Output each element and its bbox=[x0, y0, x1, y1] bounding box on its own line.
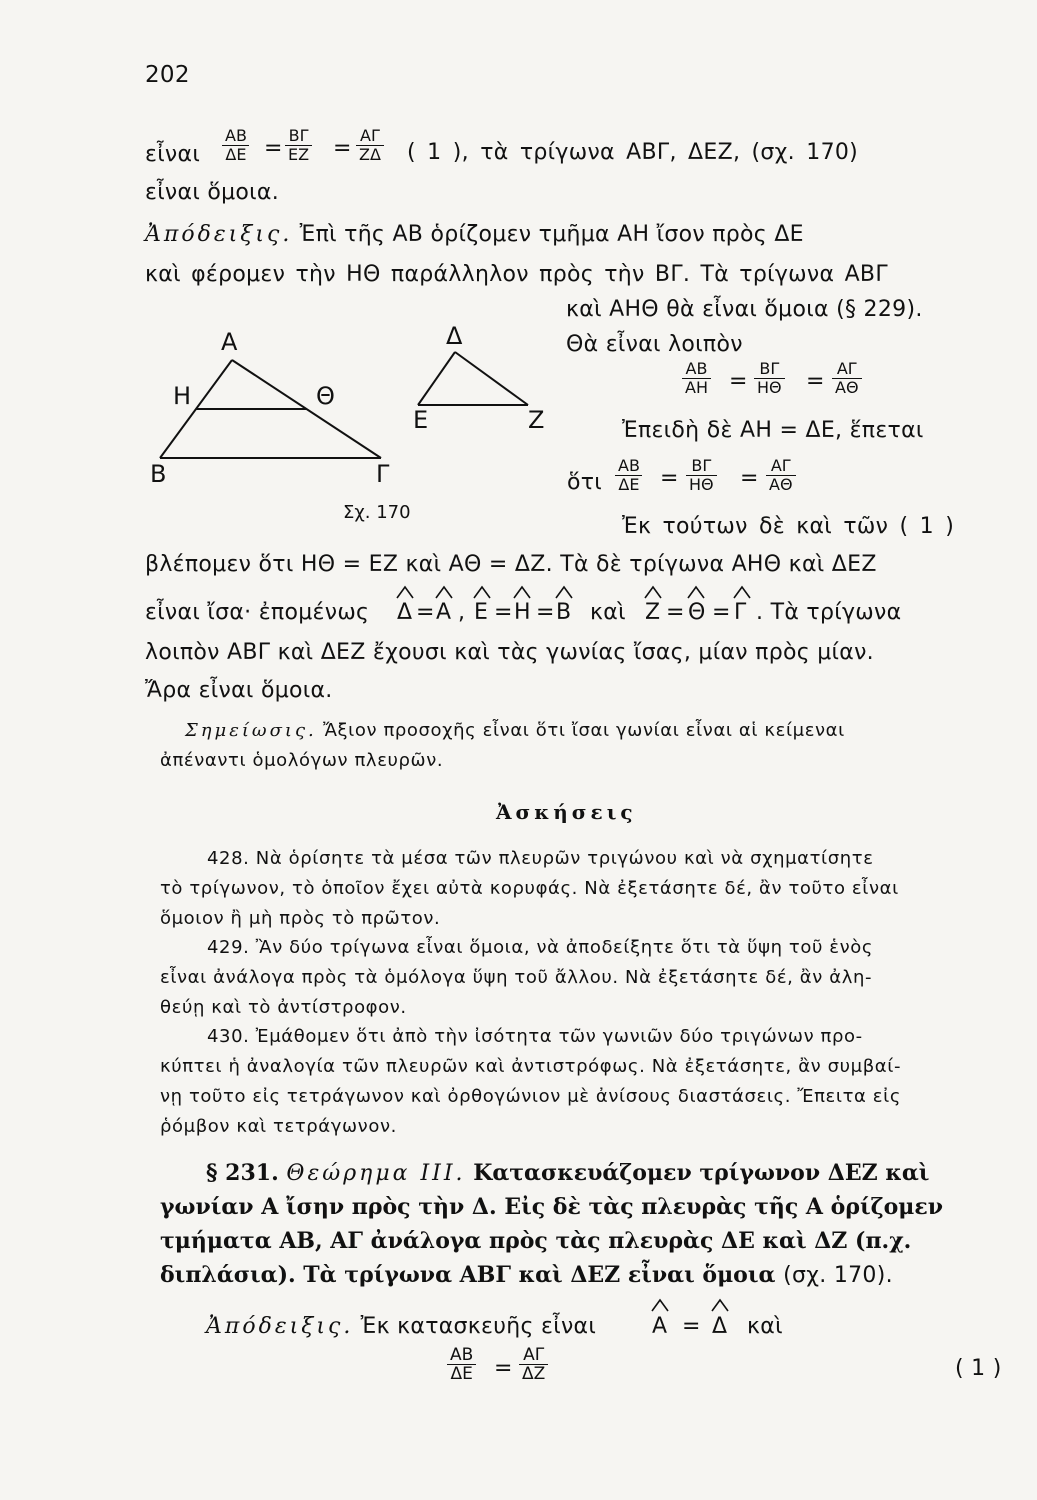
equals-sign: = bbox=[729, 369, 748, 394]
fraction-ag-ath bbox=[832, 360, 862, 397]
line-1-prefix: εἶναι bbox=[145, 142, 201, 167]
theorem-label: Θεώρημα III. bbox=[286, 1161, 466, 1186]
frac-num: ΒΓ bbox=[691, 456, 712, 475]
body-line-11 bbox=[145, 600, 369, 625]
theorem-text-4: διπλάσια). Τὰ τρίγωνα ΑΒΓ καὶ ΔΕΖ εἶναι ὅμοια bbox=[160, 1262, 776, 1288]
angle-d: Δ bbox=[712, 1314, 728, 1339]
angle-g: Γ bbox=[734, 600, 747, 625]
angle-e: Ε bbox=[474, 600, 489, 625]
frac-num: ΑΓ bbox=[836, 359, 857, 378]
theorem-line-3: τμήματα ΑΒ, ΑΓ ἀνάλογα πρὸς τὰς πλευρὰς ΔΕ καὶ ΔΖ (π.χ. bbox=[160, 1228, 912, 1254]
frac-den: ΔΕ bbox=[447, 1364, 475, 1383]
equals-sign: = bbox=[494, 600, 513, 625]
proof2-line bbox=[206, 1314, 596, 1339]
angle-th: Θ bbox=[688, 600, 706, 625]
theorem-text-1: Κατασκευάζομεν τρίγωνον ΔΕΖ καὶ bbox=[473, 1160, 930, 1186]
note-line-2: ἀπέναντι ὁμολόγων πλευρῶν. bbox=[160, 750, 444, 771]
exercises-title: Ἀσκήσεις bbox=[496, 800, 637, 824]
frac-den: ΑΘ bbox=[766, 475, 796, 494]
equals-sign: = bbox=[806, 369, 825, 394]
ex429-line-2: εἶναι ἀνάλογα πρὸς τὰ ὁμόλογα ὕψη τοῦ ἄλλου. Νὰ ἐξετάσητε δέ, ἂν ἀλη- bbox=[160, 967, 873, 988]
body-line-12: λοιπὸν ΑΒΓ καὶ ΔΕΖ ἔχουσι καὶ τὰς γωνίας ἴσας, μίαν πρὸς μίαν. bbox=[145, 640, 874, 665]
angle-d: Δ bbox=[397, 600, 413, 625]
ex430-line-3: νῃ τοῦτο εἰς τετράγωνον καὶ ὀρθογώνιον μὲ ἀνίσους διαστάσεις. Ἔπειτα εἰς bbox=[160, 1086, 901, 1107]
fraction-bg-ez bbox=[285, 127, 312, 164]
angle-hats bbox=[395, 584, 775, 602]
theorem-line-2: γωνίαν Α ἴσην πρὸς τὴν Δ. Εἰς δὲ τὰς πλευρὰς τῆς Α ὁρίζομεν bbox=[160, 1194, 944, 1220]
label-h: Η bbox=[173, 382, 192, 410]
ex428-line-3: ὅμοιον ἢ μὴ πρὸς τὸ πρῶτον. bbox=[160, 908, 441, 929]
frac-num: ΒΓ bbox=[759, 359, 780, 378]
frac-den: ΖΔ bbox=[356, 145, 384, 164]
proof-text: Ἐπὶ τῆς ΑΒ ὁρίζομεν τμῆμα ΑΗ ἴσον πρὸς ΔΕ bbox=[299, 222, 804, 247]
equals-sign: = bbox=[494, 1356, 513, 1381]
fraction-bg-hth bbox=[686, 457, 717, 494]
theorem-number: § 231. bbox=[206, 1160, 279, 1186]
fraction-ab-de bbox=[222, 127, 250, 164]
line-2: εἶναι ὅμοια. bbox=[145, 180, 280, 205]
fraction-ab-de bbox=[615, 457, 643, 494]
theorem-ref: (σχ. 170). bbox=[783, 1263, 893, 1288]
frac-num: ΑΒ bbox=[225, 126, 247, 145]
frac-den: ΔΕ bbox=[615, 475, 642, 494]
ex430-line-4: ῥόμβον καὶ τετράγωνον. bbox=[160, 1116, 397, 1137]
proof-line-3: καὶ ΑΗΘ θὰ εἶναι ὅμοια (§ 229). bbox=[566, 297, 923, 322]
ex428-line-1: 428. Νὰ ὁρίσητε τὰ μέσα τῶν πλευρῶν τριγώνου καὶ νὰ σχηματίσητε bbox=[207, 848, 874, 869]
proof2-text: Ἐκ κατασκευῆς εἶναι bbox=[360, 1314, 597, 1339]
fraction-bg-hth bbox=[754, 360, 785, 397]
angle-hats bbox=[650, 1297, 750, 1315]
frac-num: ΑΓ bbox=[770, 456, 791, 475]
frac-num: ΑΒ bbox=[685, 359, 708, 378]
angle-b: Β bbox=[556, 600, 572, 625]
line-11-end: . Τὰ τρίγωνα bbox=[756, 600, 902, 625]
frac-num: ΑΓ bbox=[360, 126, 380, 145]
proof-line-6: Ἐκ τούτων δὲ καὶ τῶν ( 1 ) bbox=[622, 514, 955, 539]
ex428-line-2: τὸ τρίγωνον, τὸ ὁποῖον ἔχει αὐτὰ κορυφάς. Νὰ ἐξετάσητε δέ, ἂν τοῦτο εἶναι bbox=[160, 878, 899, 899]
frac-den: ΔΕ bbox=[222, 145, 249, 164]
equals-sign: = bbox=[660, 466, 679, 491]
label-z: Ζ bbox=[528, 406, 545, 434]
frac-num: ΑΓ bbox=[523, 1345, 545, 1365]
line-11-start: εἶναι ἴσα· ἐπομένως bbox=[145, 600, 370, 625]
fraction-ag-dz bbox=[519, 1346, 548, 1383]
ex429-line-1: 429. Ἂν δύο τρίγωνα εἶναι ὅμοια, νὰ ἀποδείξητε ὅτι τὰ ὕψη τοῦ ἑνὸς bbox=[207, 937, 874, 958]
equals-sign: = bbox=[666, 600, 685, 625]
frac-den: ΔΖ bbox=[519, 1364, 548, 1383]
label-a: Α bbox=[221, 328, 238, 356]
proof-line-1 bbox=[145, 222, 804, 247]
frac-den: ΗΘ bbox=[686, 475, 717, 494]
equation-number: ( 1 ) bbox=[955, 1356, 1002, 1381]
frac-num: ΑΒ bbox=[618, 456, 640, 475]
fraction-ab-de bbox=[447, 1346, 476, 1383]
note-text: Ἄξιον προσοχῆς εἶναι ὅτι ἴσαι γωνίαι εἶναι αἱ κείμεναι bbox=[323, 720, 845, 741]
frac-den: ΑΘ bbox=[832, 378, 862, 397]
frac-den: ΗΘ bbox=[754, 378, 785, 397]
comma: , bbox=[458, 600, 466, 625]
fraction-ag-ath bbox=[766, 457, 796, 494]
label-d: Δ bbox=[446, 322, 463, 350]
label-th: Θ bbox=[316, 382, 335, 410]
equals-sign: = bbox=[712, 600, 731, 625]
fraction-ag-zd bbox=[356, 127, 384, 164]
angle-h: Η bbox=[514, 600, 531, 625]
proof-line-4: Θὰ εἶναι λοιπὸν bbox=[566, 332, 743, 357]
equals-sign: = bbox=[416, 600, 435, 625]
line-8-prefix: ὅτι bbox=[567, 470, 603, 495]
side-de bbox=[418, 352, 455, 405]
triangles-diagram bbox=[150, 330, 570, 530]
angle-a: Α bbox=[652, 1314, 668, 1339]
frac-num: ΒΓ bbox=[288, 126, 309, 145]
equals-sign: = bbox=[536, 600, 555, 625]
proof-label: Ἀπόδειξις. bbox=[145, 222, 293, 247]
fraction-ab-ah bbox=[682, 360, 711, 397]
proof2-tail: καὶ bbox=[747, 1314, 783, 1339]
frac-num: ΑΒ bbox=[450, 1345, 474, 1365]
proof-line-2: καὶ φέρομεν τὴν ΗΘ παράλληλον πρὸς τὴν ΒΓ. Τὰ τρίγωνα ΑΒΓ bbox=[145, 262, 888, 287]
label-e: Ε bbox=[413, 406, 429, 434]
equals-sign: = bbox=[682, 1314, 701, 1339]
equals-sign: = bbox=[333, 136, 352, 161]
ex430-line-2: κύπτει ἡ ἀναλογία τῶν πλευρῶν καὶ ἀντιστρόφως. Νὰ ἐξετάσητε, ἂν συμβαί- bbox=[160, 1056, 902, 1077]
line-1-suffix: ( 1 ), τὰ τρίγωνα ΑΒΓ, ΔΕΖ, (σχ. 170) bbox=[407, 140, 859, 165]
theorem-line-1 bbox=[206, 1160, 929, 1186]
frac-den: ΕΖ bbox=[285, 145, 312, 164]
angle-z: Ζ bbox=[645, 600, 661, 625]
label-g: Γ bbox=[376, 460, 390, 488]
proof-line-5: Ἐπειδὴ δὲ ΑΗ = ΔΕ, ἕπεται bbox=[622, 418, 924, 443]
proof2-label: Ἀπόδειξις. bbox=[206, 1314, 354, 1339]
theorem-line-4 bbox=[160, 1262, 893, 1288]
page-number: 202 bbox=[145, 62, 190, 88]
body-line-13: Ἄρα εἶναι ὅμοια. bbox=[145, 678, 333, 703]
note-line-1 bbox=[185, 720, 845, 741]
label-b: Β bbox=[150, 460, 167, 488]
note-label: Σημείωσις. bbox=[185, 720, 317, 741]
equals-sign: = bbox=[740, 466, 759, 491]
conjunction: καὶ bbox=[590, 600, 626, 625]
ex430-line-1: 430. Ἐμάθομεν ὅτι ἀπὸ τὴν ἰσότητα τῶν γωνιῶν δύο τριγώνων προ- bbox=[207, 1026, 863, 1047]
side-dz bbox=[455, 352, 528, 405]
ex429-line-3: θεύῃ καὶ τὸ ἀντίστροφον. bbox=[160, 997, 407, 1018]
frac-den: ΑΗ bbox=[682, 378, 711, 397]
body-line-10: βλέπομεν ὅτι ΗΘ = ΕΖ καὶ ΑΘ = ΔΖ. Τὰ δὲ τρίγωνα ΑΗΘ καὶ ΔΕΖ bbox=[145, 552, 877, 577]
equals-sign: = bbox=[264, 136, 283, 161]
angle-a: Α bbox=[436, 600, 452, 625]
figure-caption: Σχ. 170 bbox=[343, 502, 411, 523]
